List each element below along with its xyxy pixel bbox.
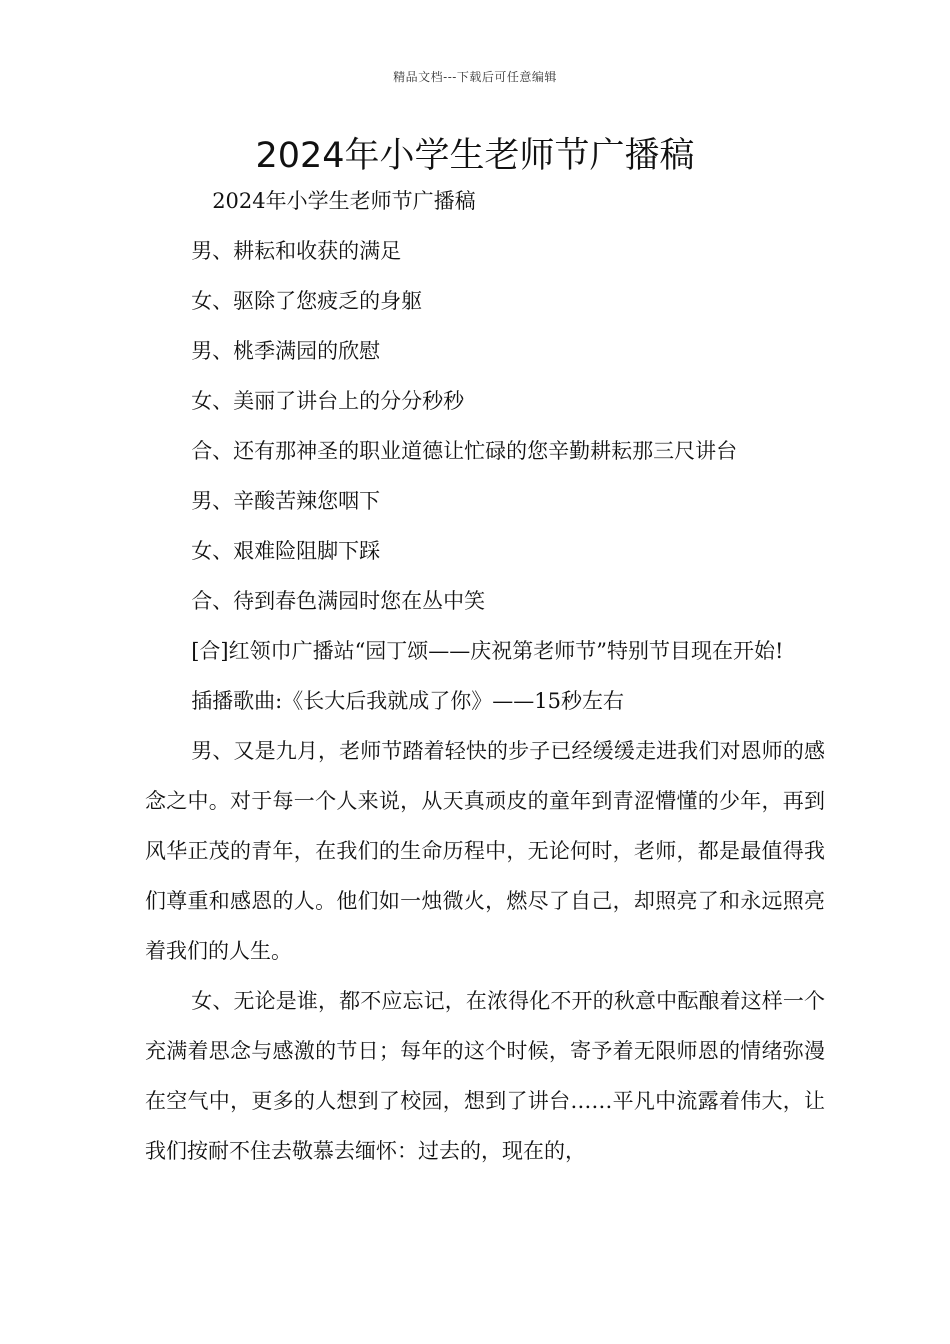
script-line: 合、待到春色满园时您在丛中笑	[191, 589, 486, 613]
paragraph-song: 插播歌曲:《长大后我就成了你》——15秒左右	[191, 689, 624, 713]
paragraph-female: 女、无论是谁，都不应忘记，在浓得化不开的秋意中酝酿着这样一个充满着思念与感激的节日；每年的这个时候，寄予着无限师恩的情绪弥漫在空气中，更多的人想到了校园，想到了讲台……平凡中流露着伟大，让我们按耐不住去敬慕去缅怀：过去的，现在的，	[145, 989, 825, 1163]
script-line: 女、驱除了您疲乏的身躯	[191, 289, 423, 313]
document-body	[145, 176, 825, 1176]
script-line: 男、辛酸苦辣您咽下	[191, 489, 381, 513]
script-line: 男、桃季满园的欣慰	[191, 339, 381, 363]
header-note: 精品文档---下载后可任意编辑	[393, 70, 557, 84]
paragraph-opening: [合]红领巾广播站“园丁颂——庆祝第老师节”特别节目现在开始!	[191, 639, 784, 663]
paragraph-male: 男、又是九月，老师节踏着轻快的步子已经缓缓走进我们对恩师的感念之中。对于每一个人来说，从天真顽皮的童年到青涩懵懂的少年，再到风华正茂的青年，在我们的生命历程中，无论何时，老师，都是最值得我们尊重和感恩的人。他们如一烛微火，燃尽了自己，却照亮了和永远照亮着我们的人生。	[145, 739, 825, 963]
script-line: 女、艰难险阻脚下踩	[191, 539, 381, 563]
document-subtitle: 2024年小学生老师节广播稿	[212, 189, 476, 213]
script-line: 合、还有那神圣的职业道德让忙碌的您辛勤耕耘那三尺讲台	[191, 439, 738, 463]
script-line: 女、美丽了讲台上的分分秒秒	[191, 389, 465, 413]
script-line: 男、耕耘和收获的满足	[191, 239, 402, 263]
document-title: 2024年小学生老师节广播稿	[255, 136, 695, 176]
